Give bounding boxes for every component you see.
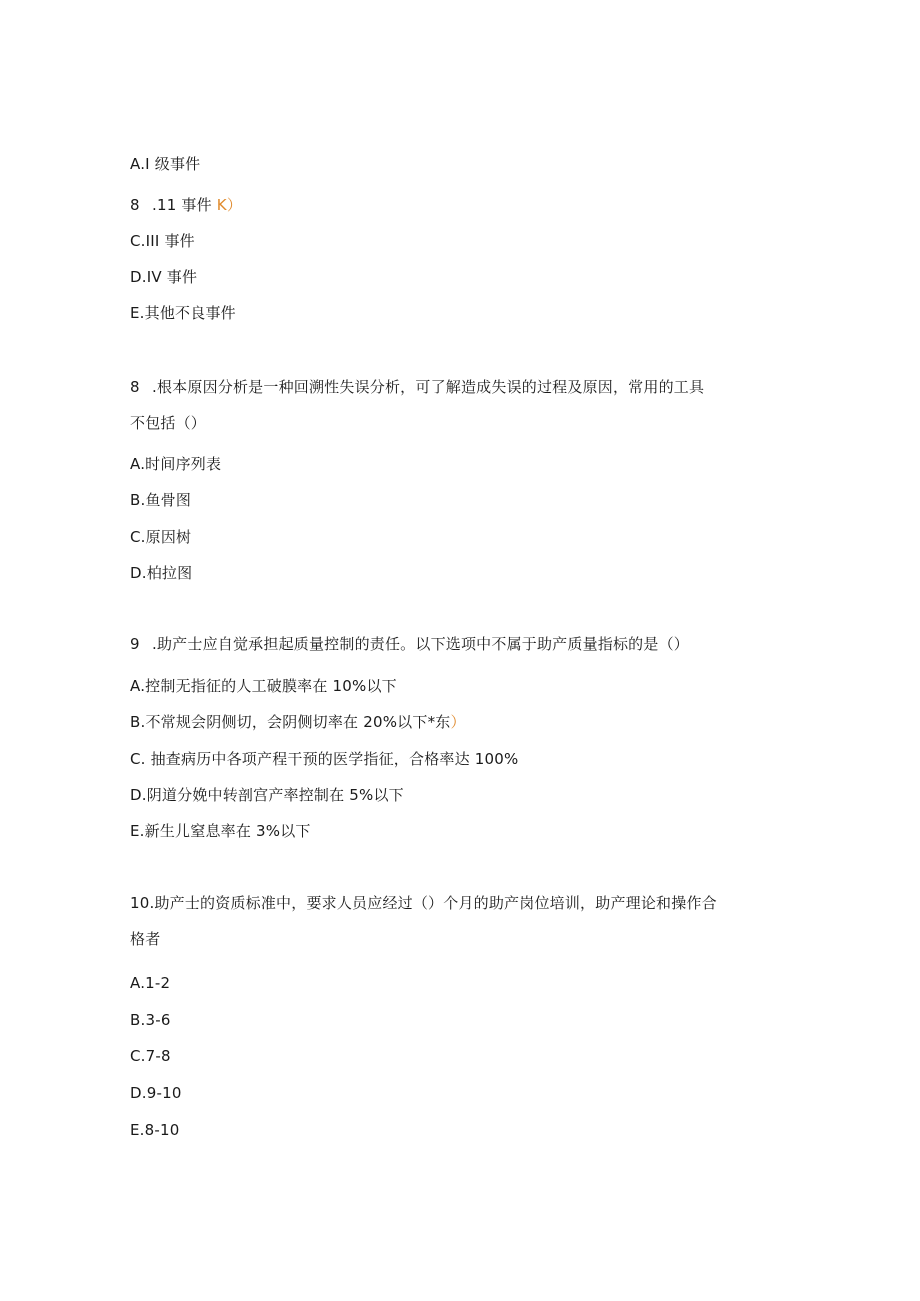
option-e: E.8-10	[130, 1121, 180, 1139]
option-b	[130, 712, 466, 732]
option-a: A.时间序列表	[130, 455, 222, 473]
option-c: C. 抽查病历中各项产程干预的医学指征，合格率达 100%	[130, 750, 519, 768]
option-b: B.3-6	[130, 1011, 171, 1029]
option-d: D.柏拉图	[130, 564, 193, 582]
option-e: E.其他不良事件	[130, 304, 236, 322]
question-10-stem-cont: 格者	[130, 930, 161, 948]
question-number: 9	[130, 635, 140, 653]
question-8-stem-cont: 不包括（）	[130, 414, 207, 432]
option-b-number: 8	[130, 196, 140, 214]
option-c: C.III 事件	[130, 232, 195, 250]
question-10-stem: 10.助产士的资质标准中，要求人员应经过（）个月的助产岗位培训，助产理论和操作合	[130, 894, 717, 912]
option-e: E.新生儿窒息率在 3%以下	[130, 822, 311, 840]
option-a: A.控制无指征的人工破膜率在 10%以下	[130, 677, 397, 695]
question-text: .助产士应自觉承担起质量控制的责任。以下选项中不属于助产质量指标的是（）	[152, 635, 689, 653]
option-c: C.7-8	[130, 1047, 171, 1065]
option-b: B.鱼骨图	[130, 491, 192, 509]
option-d: D.阴道分娩中转剖宫产率控制在 5%以下	[130, 786, 404, 804]
option-d: D.IV 事件	[130, 268, 198, 286]
question-9-stem	[130, 634, 689, 654]
question-text: .根本原因分析是一种回溯性失误分析，可了解造成失误的过程及原因，常用的工具	[152, 378, 705, 396]
annotation-mark: K）	[216, 196, 243, 214]
question-number: 8	[130, 378, 140, 396]
question-8-stem	[130, 377, 704, 397]
option-b	[130, 195, 242, 215]
option-c: C.原因树	[130, 528, 192, 546]
option-a: A.I 级事件	[130, 155, 201, 173]
option-b-text: .11 事件	[152, 196, 212, 214]
option-b-text: B.不常规会阴侧切，会阴侧切率在 20%以下*东	[130, 713, 451, 731]
annotation-mark: ）	[450, 713, 466, 731]
option-d: D.9-10	[130, 1084, 182, 1102]
option-a: A.1-2	[130, 974, 171, 992]
